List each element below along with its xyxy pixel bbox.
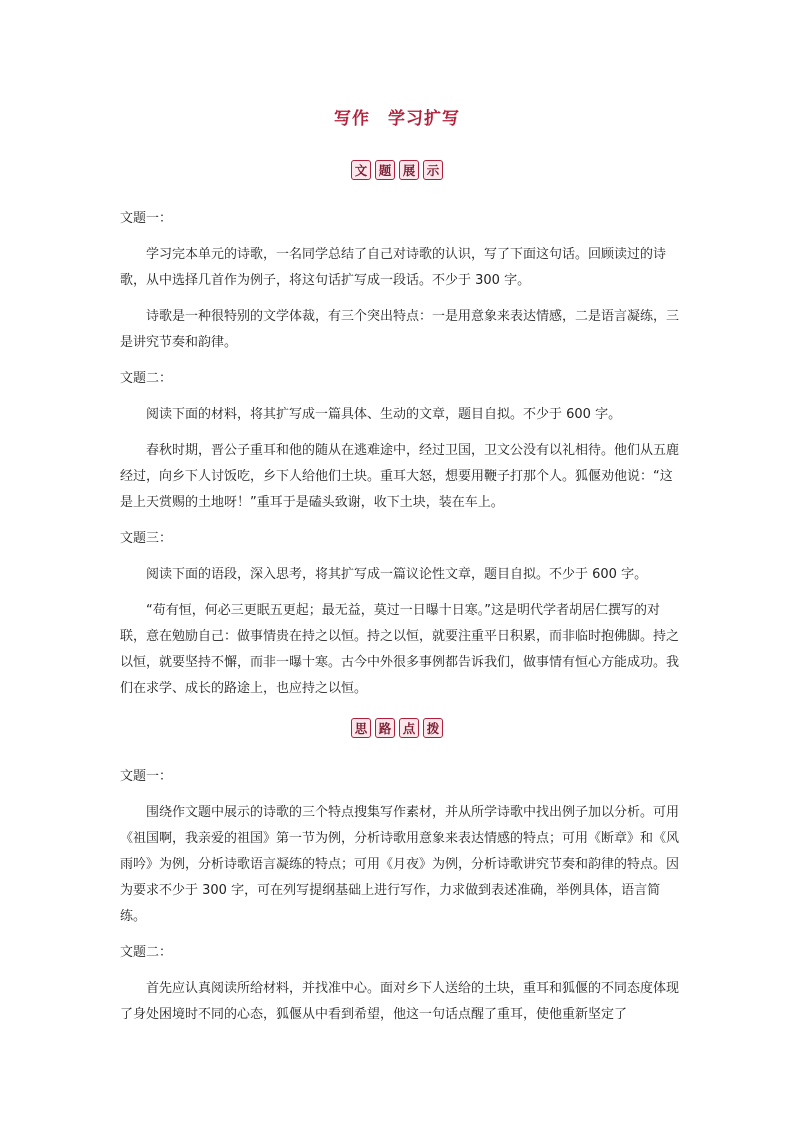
problem-1-statement: 诗歌是一种很特别的文学体裁，有三个突出特点：一是用意象来表达情感，二是语言凝练，三是讲究节奏和韵律。 <box>120 309 680 350</box>
problem-1-label: 文题一： <box>120 211 173 226</box>
badge-char: 点 <box>399 718 419 738</box>
badge-char: 思 <box>351 718 371 738</box>
badge-char: 拨 <box>423 718 443 738</box>
problem-2-instruction: 阅读下面的材料，将其扩写成一篇具体、生动的文章，题目自拟。不少于 600 字。 <box>146 407 622 422</box>
guidance-2-label: 文题二： <box>120 945 173 960</box>
guidance-1-label: 文题一： <box>120 769 173 784</box>
title-part-1: 写作 <box>334 109 370 129</box>
problem-3-label: 文题三： <box>120 531 173 546</box>
section-problems <box>120 206 680 702</box>
page-title <box>0 104 794 129</box>
problem-3-instruction: 阅读下面的语段，深入思考，将其扩写成一篇议论性文章，题目自拟。不少于 600 字。 <box>146 567 648 582</box>
badge-char: 展 <box>399 160 419 180</box>
badge-char: 示 <box>423 160 443 180</box>
title-part-2: 学习扩写 <box>388 109 460 129</box>
problem-3-passage: “苟有恒，何必三更眠五更起；最无益，莫过一日曝十日寒。”这是明代学者胡居仁撰写的对联，意在勉励自己：做事情贵在持之以恒。持之以恒，就要注重平日积累，而非临时抱佛脚。持之以恒，就要坚持不懈，而非一曝十寒。古今中外很多事例都告诉我们，做事情有恒心方能成功。我们在求学、成长的路途上，也应持之以恒。 <box>120 603 680 696</box>
guidance-1-text: 围绕作文题中展示的诗歌的三个特点搜集写作素材，并从所学诗歌中找出例子加以分析。可用《祖国啊，我亲爱的祖国》第一节为例，分析诗歌用意象来表达情感的特点；可用《断章》和《风雨吟》为例，分析诗歌语言凝练的特点；可用《月夜》为例，分析诗歌讲究节奏和韵律的特点。因为要求不少于 300 字，可在列写提纲基础上进行写作，力求做到表述准确，举例具体，语言简练。 <box>120 805 680 924</box>
badge-char: 题 <box>375 160 395 180</box>
badge-char: 路 <box>375 718 395 738</box>
section-guidance <box>120 764 680 1028</box>
badge-char: 文 <box>351 160 371 180</box>
problem-1-instruction: 学习完本单元的诗歌，一名同学总结了自己对诗歌的认识，写了下面这句话。回顾读过的诗歌，从中选择几首作为例子，将这句话扩写成一段话。不少于 300 字。 <box>120 247 667 288</box>
problem-2-material: 春秋时期，晋公子重耳和他的随从在逃难途中，经过卫国，卫文公没有以礼相待。他们从五鹿经过，向乡下人讨饭吃，乡下人给他们土块。重耳大怒，想要用鞭子打那个人。狐偃劝他说：“这是上天赏赐的土地呀！”重耳于是磕头致谢，收下土块，装在车上。 <box>120 443 680 510</box>
section-badge-silüdianbo <box>0 718 794 738</box>
problem-2-label: 文题二： <box>120 371 173 386</box>
section-badge-wentizhanshi <box>0 160 794 180</box>
guidance-2-text: 首先应认真阅读所给材料，并找准中心。面对乡下人送给的土块，重耳和狐偃的不同态度体现了身处困境时不同的心态，狐偃从中看到希望，他这一句话点醒了重耳，使他重新坚定了 <box>120 981 680 1022</box>
